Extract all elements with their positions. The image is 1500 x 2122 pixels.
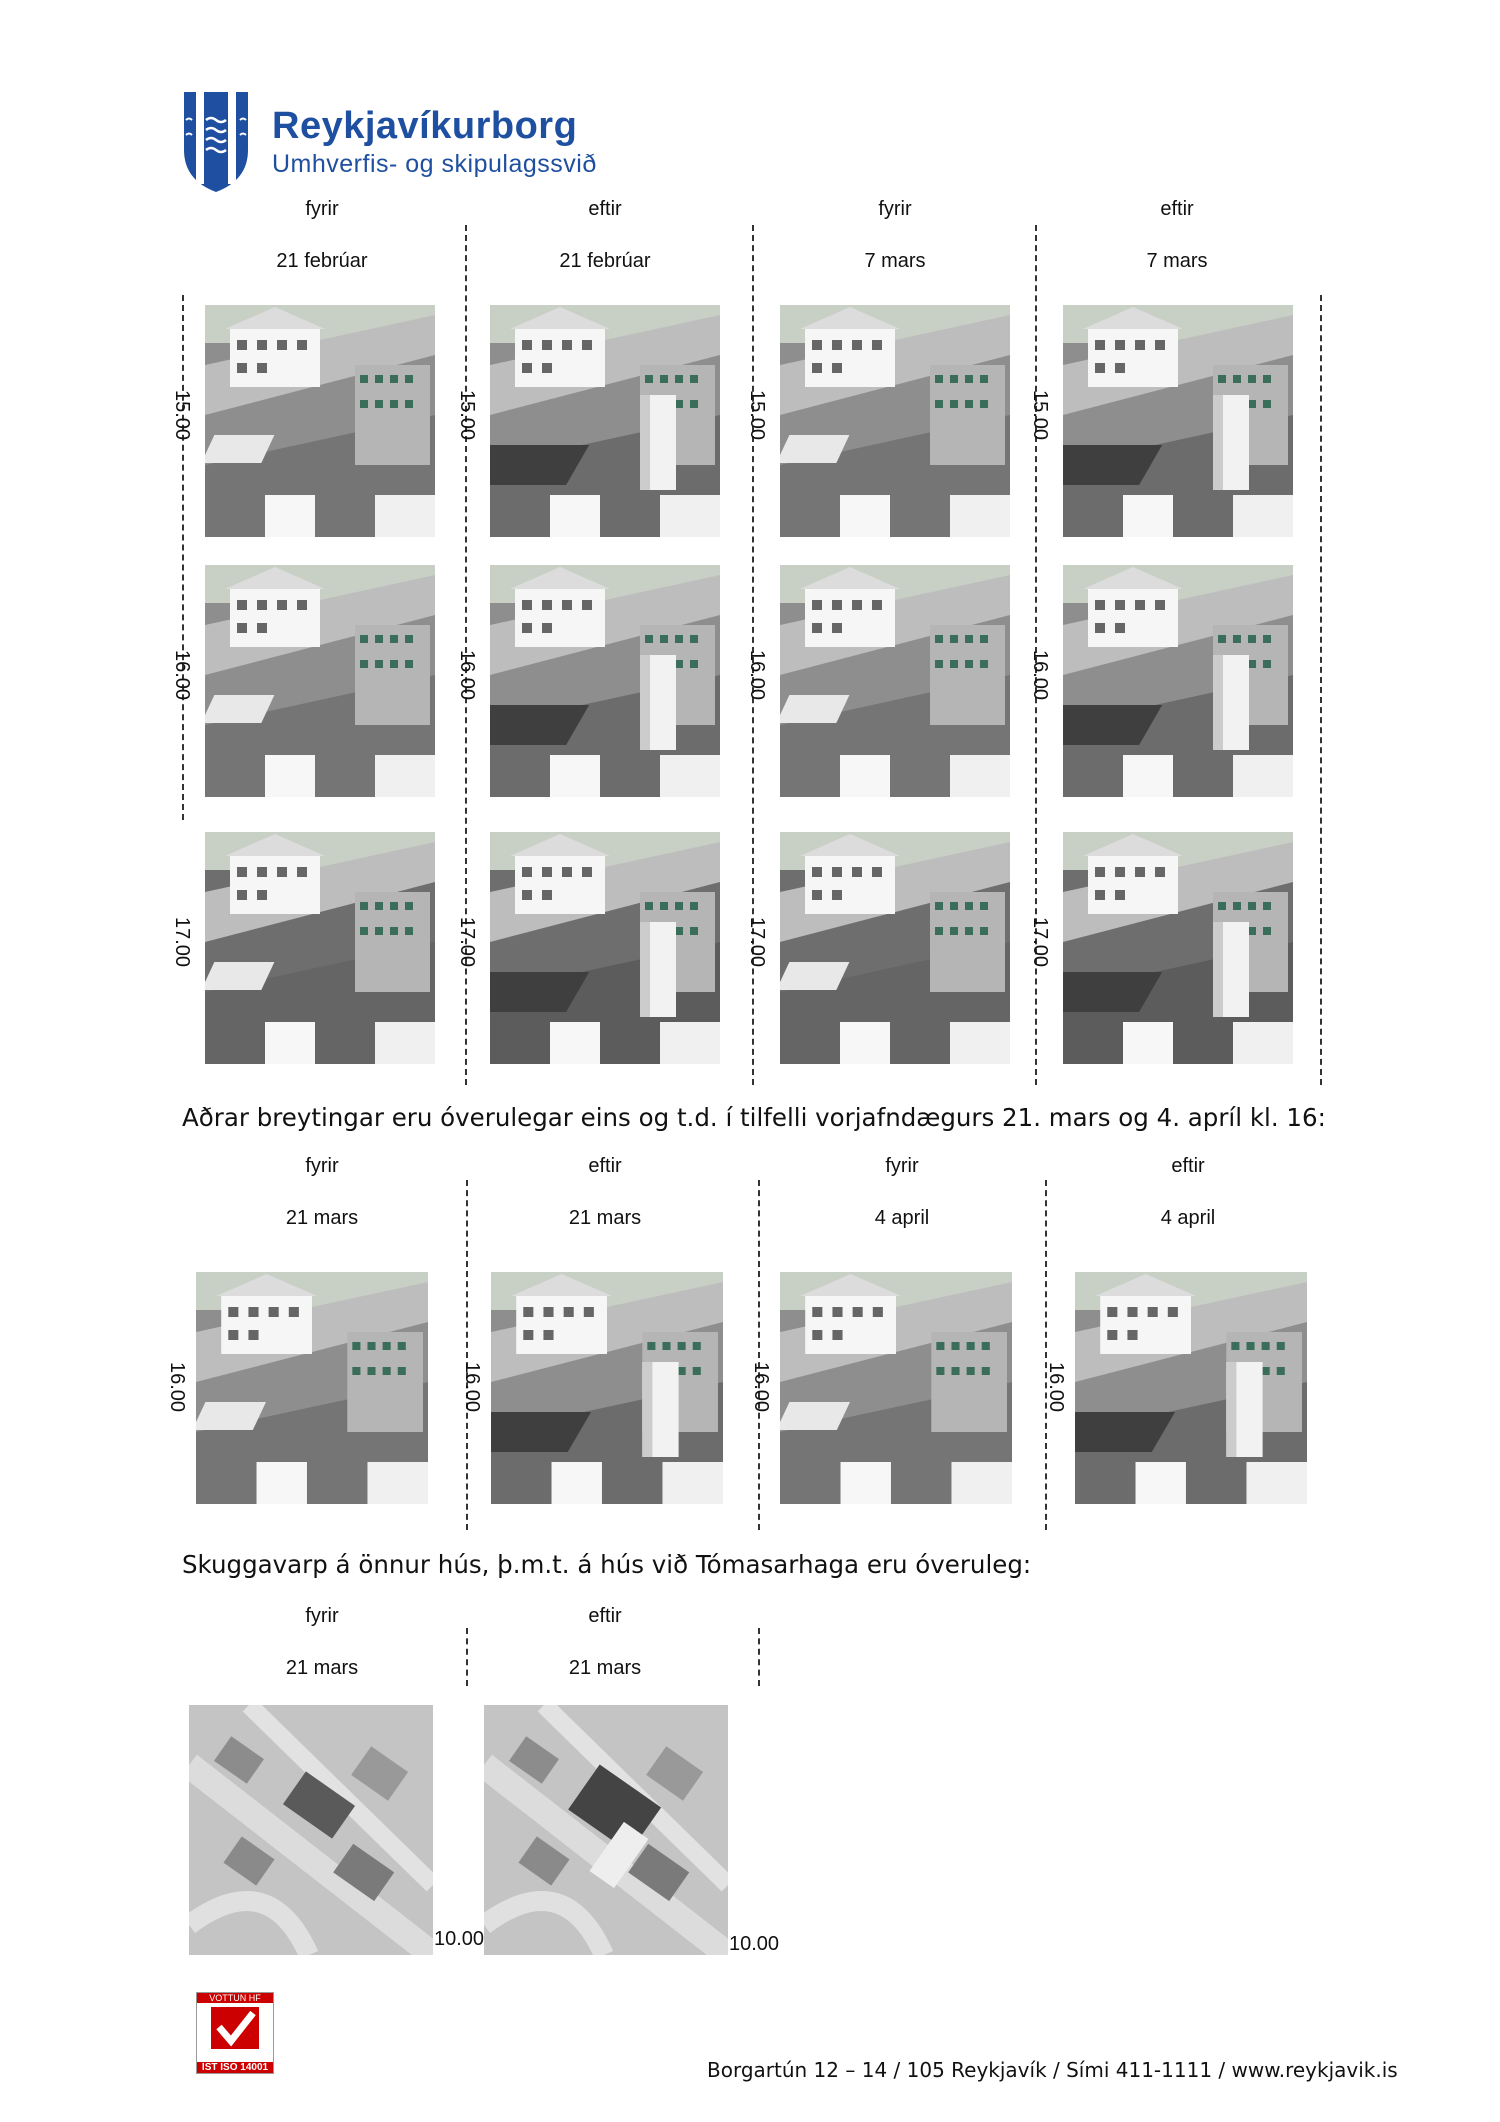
shadow-study-image (490, 305, 720, 537)
time-label: 15.00 (1029, 390, 1051, 441)
time-label: 16.00 (1029, 650, 1051, 701)
iso-bottom-text: ÍST ISO 14001 (197, 2062, 273, 2073)
divider (182, 295, 184, 820)
shadow-study-image (205, 305, 435, 537)
paragraph: Skuggavarp á önnur hús, þ.m.t. á hús við Tómasarhaga eru óveruleg: (182, 1550, 1032, 1579)
col-header: eftir 21 mars (568, 1155, 642, 1229)
divider (758, 1628, 760, 1686)
time-label: 16.00 (1045, 1362, 1067, 1413)
shadow-study-image (196, 1272, 428, 1504)
iso-certification-badge (196, 1992, 274, 2074)
col-header: eftir 21 febrúar (559, 198, 651, 272)
shadow-study-image (490, 565, 720, 797)
time-label: 10.00 (729, 1933, 780, 1955)
checkmark-icon (197, 2003, 273, 2053)
paragraph: Aðrar breytingar eru óverulegar eins og t.d. í tilfelli vorjafndægurs 21. mars og 4. apríl kl. 16: (182, 1103, 1326, 1132)
time-label: 15.00 (746, 390, 768, 441)
reykjavik-logo (182, 90, 597, 194)
time-label: 16.00 (750, 1362, 772, 1413)
time-label: 17.00 (171, 917, 193, 968)
time-label: 17.00 (456, 917, 478, 968)
divider (466, 1180, 468, 1530)
shadow-study-image (1063, 565, 1293, 797)
shadow-study-image (1075, 1272, 1307, 1504)
time-label: 16.00 (456, 650, 478, 701)
footer-address: Borgartún 12 – 14 / 105 Reykjavík / Sími 411-1111 / www.reykjavik.is (707, 2058, 1398, 2082)
shadow-study-image (780, 565, 1010, 797)
col-header: fyrir 21 mars (285, 1155, 359, 1229)
shadow-study-image (780, 832, 1010, 1064)
iso-top-text: VOTTUN HF (197, 1993, 273, 2003)
time-label: 15.00 (456, 390, 478, 441)
col-header: fyrir 21 febrúar (276, 198, 368, 272)
time-label: 16.00 (166, 1362, 188, 1413)
site-plan-shadow-image (189, 1705, 433, 1955)
time-label: 16.00 (746, 650, 768, 701)
col-header: fyrir 4 april (874, 1155, 930, 1229)
col-header: fyrir 7 mars (864, 198, 926, 272)
shadow-study-image (780, 1272, 1012, 1504)
time-label: 17.00 (1029, 917, 1051, 968)
divider (466, 1628, 468, 1686)
shadow-study-image (780, 305, 1010, 537)
time-label: 17.00 (746, 917, 768, 968)
shadow-study-image (205, 565, 435, 797)
time-label: 15.00 (171, 390, 193, 441)
time-label: 16.00 (461, 1362, 483, 1413)
time-label: 10.00 (434, 1928, 485, 1950)
shadow-study-image (1063, 832, 1293, 1064)
col-header: eftir 4 april (1160, 1155, 1216, 1229)
shadow-study-image (1063, 305, 1293, 537)
col-header: eftir 7 mars (1146, 198, 1208, 272)
time-label: 16.00 (171, 650, 193, 701)
shadow-study-image (205, 832, 435, 1064)
shadow-study-image (490, 832, 720, 1064)
col-header: eftir 21 mars (568, 1605, 642, 1679)
org-name: Reykjavíkurborg (272, 105, 578, 147)
col-header: fyrir 21 mars (285, 1605, 359, 1679)
dept-name: Umhverfis- og skipulagssvið (272, 150, 597, 178)
shadow-study-image (491, 1272, 723, 1504)
divider (1320, 295, 1322, 1085)
divider (758, 1180, 760, 1530)
reykjavik-shield-icon (182, 90, 250, 194)
divider (1045, 1180, 1047, 1530)
site-plan-shadow-image (484, 1705, 728, 1955)
